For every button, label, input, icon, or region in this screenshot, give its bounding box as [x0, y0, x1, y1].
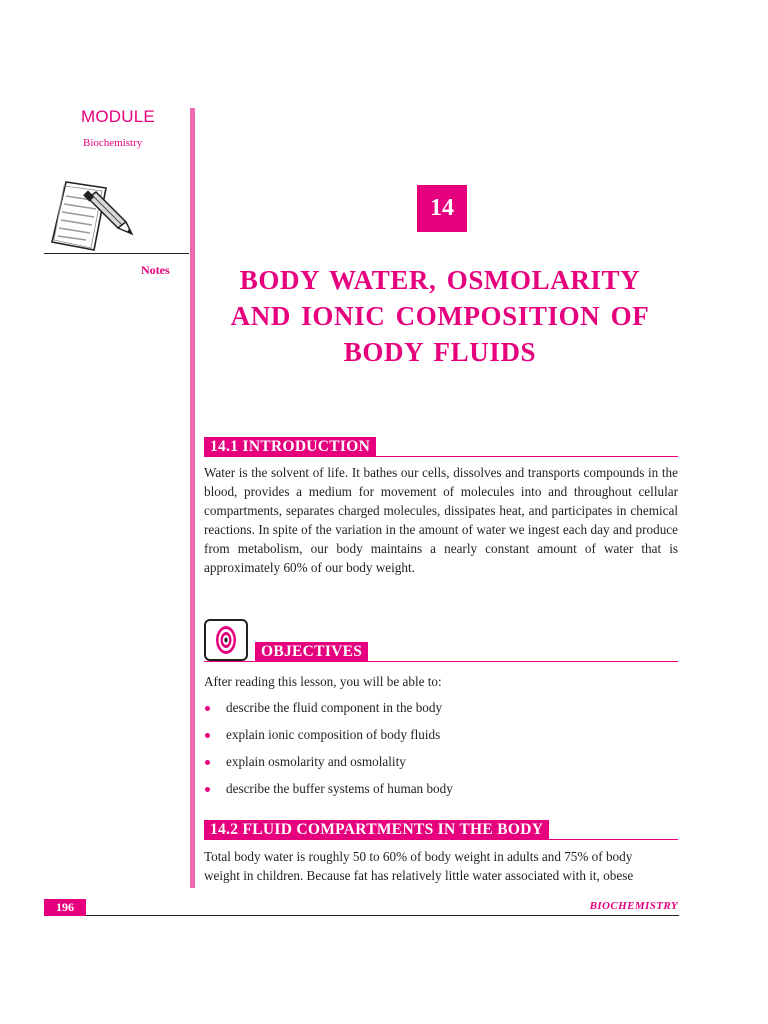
module-label: MODULE [81, 107, 155, 126]
section-underline [204, 661, 678, 662]
page-number: 196 [44, 899, 86, 916]
section-heading-objectives: OBJECTIVES [255, 642, 368, 661]
notepad-pencil-icon [44, 178, 144, 264]
chapter-number: 14 [417, 185, 467, 232]
chapter-title-line-3: BODY FLUIDS [343, 337, 537, 367]
notes-divider [44, 253, 189, 254]
section-underline [204, 456, 678, 457]
list-item: explain osmolarity and osmolality [204, 752, 678, 779]
list-item: describe the fluid component in the body [204, 698, 678, 725]
target-icon [204, 619, 248, 661]
bullet-dot-icon [205, 787, 210, 792]
chapter-title-line-1: BODY WATER, OSMOLARITY [239, 265, 641, 295]
notes-label: Notes [141, 263, 170, 277]
margin-rule [190, 108, 195, 888]
fluid-compartments-paragraph [204, 847, 678, 885]
list-item: explain ionic composition of body fluids [204, 725, 678, 752]
module-subject: Biochemistry [83, 137, 143, 149]
section-underline [204, 839, 678, 840]
bullet-dot-icon [205, 706, 210, 711]
footer-rule [44, 915, 679, 916]
objectives-lead: After reading this lesson, you will be able to: [204, 674, 442, 689]
chapter-title-line-2: AND IONIC COMPOSITION OF [230, 301, 650, 331]
objectives-list [204, 698, 678, 806]
section-heading-fluid-compartments: 14.2 FLUID COMPARTMENTS IN THE BODY [204, 820, 549, 839]
book-title: BIOCHEMISTRY [589, 900, 678, 912]
paragraph-line: weight in children. Because fat has relatively little water associated with it, obese [204, 868, 634, 883]
list-item: describe the buffer systems of human body [204, 779, 678, 806]
paragraph-line: Total body water is roughly 50 to 60% of body weight in adults and 75% of body [204, 849, 633, 864]
bullet-dot-icon [205, 733, 210, 738]
section-heading-introduction: 14.1 INTRODUCTION [204, 437, 376, 456]
intro-paragraph: Water is the solvent of life. It bathes our cells, dissolves and transports compounds in the blood, provides a medium for movement of molecules into and throughout cellular compartments, separates charged molecules, dissipates heat, and participates in chemical reactions. In spite of the variation in the amount of water we ingest each day and produce from metabolism, our body maintains a nearly constant amount of water that is approximately 60% of our body weight. [204, 465, 678, 575]
chapter-title [200, 262, 680, 370]
bullet-dot-icon [205, 760, 210, 765]
